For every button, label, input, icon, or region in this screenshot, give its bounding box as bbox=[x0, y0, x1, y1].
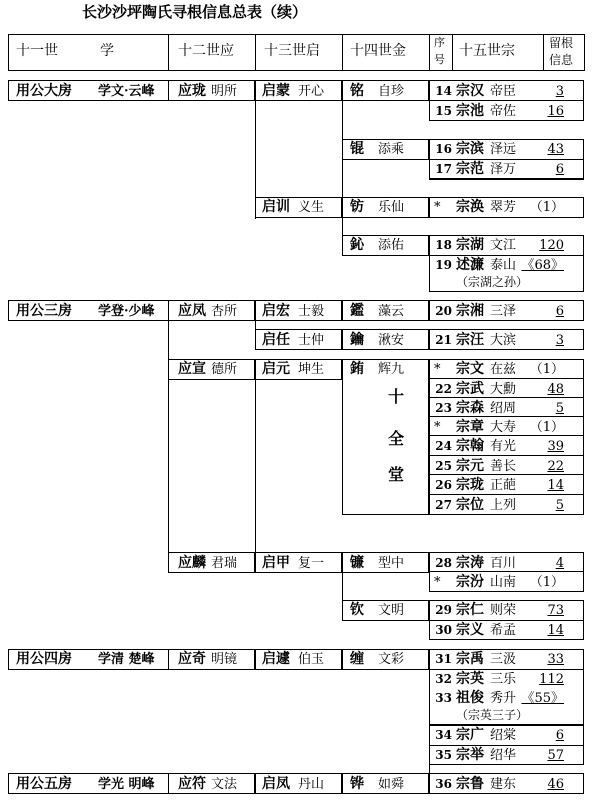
gen13-style: 复一 bbox=[298, 556, 325, 571]
seq-number: 28 bbox=[435, 556, 452, 570]
gen11-name: 学光 明峰 bbox=[98, 777, 155, 792]
root-info: 3 bbox=[555, 333, 564, 348]
gen13-style: 开心 bbox=[298, 84, 325, 99]
gen15-style: 泽万 bbox=[490, 162, 517, 177]
gen13-name: 启甲 bbox=[262, 555, 290, 571]
gen15-style: 善长 bbox=[490, 459, 517, 474]
gen14-name: 铭 bbox=[350, 83, 364, 99]
gen14-style: 添乘 bbox=[378, 142, 405, 157]
gen12-style: 文法 bbox=[211, 777, 238, 792]
gen14-style: 添佑 bbox=[378, 238, 405, 253]
gen14-style: 文明 bbox=[378, 603, 405, 618]
grid-vline-10 bbox=[168, 320, 169, 560]
gen15-style: 帝臣 bbox=[490, 84, 517, 99]
grid-vline-13 bbox=[342, 571, 343, 611]
root-info: 112 bbox=[539, 672, 564, 687]
gen15-name: 宗汾 bbox=[456, 574, 484, 590]
grid-vline-0 bbox=[168, 34, 169, 71]
seq-number: 17 bbox=[435, 162, 452, 176]
root-info: （1） bbox=[529, 420, 564, 435]
grid-vline-11 bbox=[255, 320, 256, 340]
seq-number: 35 bbox=[435, 748, 452, 762]
hall-label-char: 十 bbox=[388, 387, 405, 406]
header-info-1: 留根 bbox=[549, 36, 574, 50]
gen15-name: 宗森 bbox=[456, 400, 484, 416]
root-info: 6 bbox=[555, 728, 564, 743]
gen15-name: 宗义 bbox=[456, 622, 484, 638]
gen13-style: 士仲 bbox=[298, 333, 325, 348]
grid-hline-4 bbox=[429, 255, 584, 256]
root-info: （1） bbox=[529, 575, 564, 590]
grid-vline-12 bbox=[255, 378, 256, 562]
gen15-name: 宗湘 bbox=[456, 303, 484, 319]
gen12-style: 明所 bbox=[211, 84, 238, 99]
gen15-name: 宗滨 bbox=[456, 141, 484, 157]
root-info: 《55》 bbox=[521, 691, 564, 706]
seq-number: * bbox=[434, 362, 441, 377]
gen15-style: 三泽 bbox=[490, 304, 517, 319]
branch-name: 用公三房 bbox=[16, 303, 72, 319]
gen12-name: 应珑 bbox=[178, 83, 206, 99]
gen14-box-7 bbox=[342, 359, 429, 515]
root-info: 73 bbox=[547, 603, 564, 618]
seq-number: 23 bbox=[435, 401, 452, 415]
grid-hline-3 bbox=[429, 217, 584, 218]
gen15-style: 有光 bbox=[490, 439, 517, 454]
seq-number: * bbox=[434, 420, 441, 435]
seq-number: * bbox=[434, 575, 441, 590]
branch-name: 用公五房 bbox=[16, 776, 72, 792]
seq-number: 20 bbox=[435, 304, 452, 318]
gen12-name: 应符 bbox=[178, 776, 206, 792]
gen15-name: 宗湖 bbox=[456, 237, 484, 253]
root-info: 6 bbox=[555, 304, 564, 319]
header-gen15: 十五世宗 bbox=[459, 43, 515, 59]
hall-label-char: 堂 bbox=[388, 465, 405, 484]
gen13-name: 启凤 bbox=[262, 776, 290, 792]
gen15-style: 翠芳 bbox=[490, 200, 517, 215]
gen15-style: 绍棠 bbox=[490, 728, 517, 743]
grid-hline-15 bbox=[429, 620, 584, 621]
header-gen13: 十三世启 bbox=[264, 43, 320, 59]
gen15-name: 述濂 bbox=[456, 257, 484, 273]
branch-name: 用公大房 bbox=[16, 83, 72, 99]
gen14-name: 镰 bbox=[350, 555, 364, 571]
grid-hline-11 bbox=[429, 455, 584, 456]
hall-label-char: 全 bbox=[388, 429, 405, 448]
seq-number: 24 bbox=[435, 439, 452, 453]
gen13-name: 启蒙 bbox=[262, 83, 290, 99]
grid-hline-10 bbox=[429, 435, 584, 436]
gen15-name: 宗汪 bbox=[456, 332, 484, 348]
root-info: 46 bbox=[547, 777, 564, 792]
root-info: 22 bbox=[547, 459, 564, 474]
gen12-name: 应麟 bbox=[178, 555, 206, 571]
gen15-name: 宗汉 bbox=[456, 83, 484, 99]
seq-number: 18 bbox=[435, 238, 452, 252]
gen15-style: 大勳 bbox=[490, 382, 517, 397]
note-text: （宗湖之孙） bbox=[456, 275, 529, 289]
gen15-name: 宗仁 bbox=[456, 602, 484, 618]
seq-number: 31 bbox=[435, 652, 452, 666]
gen12-style: 君瑞 bbox=[211, 556, 238, 571]
grid-vline-14 bbox=[429, 670, 430, 775]
seq-number: 14 bbox=[435, 84, 452, 98]
gen13-style: 坤生 bbox=[298, 362, 325, 377]
gen13-style: 士毅 bbox=[298, 304, 325, 319]
seq-number: 22 bbox=[435, 382, 452, 396]
gen15-name: 祖俊 bbox=[456, 690, 484, 706]
seq-number: 27 bbox=[435, 498, 452, 512]
header-gen14: 十四世金 bbox=[350, 43, 406, 59]
gen13-name: 启任 bbox=[262, 332, 290, 348]
gen15-name: 宗位 bbox=[456, 497, 484, 513]
root-info: 5 bbox=[555, 498, 564, 513]
grid-hline-12 bbox=[429, 474, 584, 475]
seq-number: * bbox=[434, 200, 441, 215]
root-info: 14 bbox=[547, 623, 564, 638]
gen15-name: 宗珑 bbox=[456, 477, 484, 493]
seq-number: 30 bbox=[435, 623, 452, 637]
root-info: 3 bbox=[555, 84, 564, 99]
gen15-name: 宗文 bbox=[456, 361, 484, 377]
gen15-name: 宗武 bbox=[456, 381, 484, 397]
gen15-name: 宗鲁 bbox=[456, 776, 484, 792]
gen15-style: 希孟 bbox=[490, 623, 517, 638]
grid-vline-5 bbox=[543, 34, 544, 71]
note-text: （宗英三子） bbox=[456, 708, 529, 722]
gen14-name: 钫 bbox=[350, 199, 364, 215]
seq-number: 36 bbox=[435, 777, 452, 791]
header-gen11: 十一世 学 bbox=[16, 43, 114, 59]
grid-hline-13 bbox=[429, 494, 584, 495]
seq-number: 34 bbox=[435, 728, 452, 742]
gen15-style: 大滨 bbox=[490, 333, 517, 348]
gen15-style: 帝佐 bbox=[490, 104, 517, 119]
gen14-name: 缠 bbox=[350, 651, 364, 667]
gen12-name: 应凤 bbox=[178, 303, 206, 319]
page-title: 长沙沙坪陶氏寻根信息总表（续） bbox=[82, 3, 308, 21]
seq-number: 29 bbox=[435, 603, 452, 617]
seq-number: 32 bbox=[435, 672, 452, 686]
header-info-2: 信息 bbox=[549, 53, 574, 67]
gen14-style: 自珍 bbox=[378, 84, 405, 99]
gen14-style: 藻云 bbox=[378, 304, 405, 319]
root-info: 《68》 bbox=[521, 258, 564, 273]
header-seq-1: 序 bbox=[434, 36, 445, 49]
gen14-style: 型中 bbox=[378, 556, 405, 571]
gen15-style: 泽远 bbox=[490, 142, 517, 157]
seq-number: 19 bbox=[435, 258, 452, 272]
root-info: （1） bbox=[529, 362, 564, 377]
gen13-style: 义生 bbox=[298, 200, 325, 215]
gen14-name: 鑰 bbox=[350, 332, 364, 348]
gen14-style: 如舜 bbox=[378, 777, 405, 792]
gen15-name: 宗禹 bbox=[456, 651, 484, 667]
seq-number: 33 bbox=[435, 691, 452, 705]
gen13-name: 启宏 bbox=[262, 303, 290, 319]
grid-hline-14 bbox=[429, 571, 584, 572]
gen15-name: 宗池 bbox=[456, 103, 484, 119]
gen13-style: 丹山 bbox=[298, 777, 325, 792]
header-gen12: 十二世应 bbox=[178, 43, 234, 59]
seq-number: 26 bbox=[435, 478, 452, 492]
root-info: （1） bbox=[529, 200, 564, 215]
gen14-style: 辉九 bbox=[378, 362, 405, 377]
grid-hline-6 bbox=[429, 349, 584, 350]
gen15-style: 三乐 bbox=[490, 672, 517, 687]
grid-hline-8 bbox=[429, 397, 584, 398]
gen15-style: 山南 bbox=[490, 575, 517, 590]
branch-name: 用公四房 bbox=[16, 651, 72, 667]
seq-number: 15 bbox=[435, 104, 452, 118]
gen15-style: 在兹 bbox=[490, 362, 517, 377]
grid-hline-5 bbox=[429, 320, 584, 321]
seq-number: 16 bbox=[435, 142, 452, 156]
gen15-style: 秀升 bbox=[490, 691, 517, 706]
gen14-name: 锟 bbox=[350, 141, 364, 157]
grid-vline-9 bbox=[342, 217, 343, 256]
gen15-style: 百川 bbox=[490, 556, 517, 571]
grid-hline-9 bbox=[429, 416, 584, 417]
gen12-style: 德所 bbox=[211, 362, 238, 377]
root-info: 33 bbox=[547, 652, 564, 667]
gen13-name: 启遽 bbox=[262, 651, 290, 667]
gen15-style: 绍周 bbox=[490, 401, 517, 416]
gen15-style: 建东 bbox=[490, 777, 517, 792]
seq-number: 21 bbox=[435, 333, 452, 347]
gen13-name: 启元 bbox=[262, 361, 290, 377]
grid-vline-1 bbox=[255, 34, 256, 71]
root-info: 14 bbox=[547, 478, 564, 493]
gen15-name: 宗涛 bbox=[456, 555, 484, 571]
gen14-name: 銪 bbox=[350, 361, 364, 377]
gen15-style: 三汲 bbox=[490, 652, 517, 667]
gen12-name: 应奇 bbox=[178, 651, 206, 667]
root-info: 39 bbox=[547, 439, 564, 454]
gen13-style: 伯玉 bbox=[298, 652, 325, 667]
grid-vline-3 bbox=[429, 34, 430, 71]
grid-vline-4 bbox=[452, 34, 453, 71]
gen15-name: 宗翰 bbox=[456, 438, 484, 454]
gen12-name: 应宣 bbox=[178, 361, 206, 377]
gen11-name: 学登·少峰 bbox=[98, 304, 155, 319]
root-info: 48 bbox=[547, 382, 564, 397]
gen12-style: 明镜 bbox=[211, 652, 238, 667]
gen15-style: 则荣 bbox=[490, 603, 517, 618]
gen15-name: 宗元 bbox=[456, 458, 484, 474]
gen14-style: 文彩 bbox=[378, 652, 405, 667]
root-info: 5 bbox=[555, 401, 564, 416]
root-info: 43 bbox=[547, 142, 564, 157]
gen14-name: 鈊 bbox=[350, 237, 364, 253]
gen14-name: 钦 bbox=[350, 602, 364, 618]
root-info: 6 bbox=[555, 162, 564, 177]
grid-hline-16 bbox=[429, 745, 584, 746]
root-info: 16 bbox=[547, 104, 564, 119]
gen15-style: 上列 bbox=[490, 498, 517, 513]
gen14-style: 湫安 bbox=[378, 333, 405, 348]
grid-hline-7 bbox=[429, 378, 584, 379]
gen15-style: 正葩 bbox=[490, 478, 517, 493]
gen15-style: 大寿 bbox=[490, 420, 517, 435]
gen11-name: 学文·云峰 bbox=[98, 84, 155, 99]
gen15-name: 宗范 bbox=[456, 161, 484, 177]
seq-number: 25 bbox=[435, 459, 452, 473]
gen15-style: 绍华 bbox=[490, 748, 517, 763]
gen13-name: 启训 bbox=[262, 199, 290, 215]
grid-hline-0 bbox=[429, 100, 584, 101]
gen15-name: 宗涣 bbox=[456, 199, 484, 215]
grid-vline-7 bbox=[342, 100, 343, 159]
gen15-name: 宗章 bbox=[456, 419, 484, 435]
grid-hline-1 bbox=[429, 159, 584, 160]
root-info: 57 bbox=[547, 748, 564, 763]
grid-vline-6 bbox=[255, 100, 256, 219]
gen12-style: 杏所 bbox=[211, 304, 238, 319]
root-info: 4 bbox=[555, 556, 564, 571]
gen14-name: 铧 bbox=[350, 776, 364, 792]
gen11-name: 学清 楚峰 bbox=[98, 652, 155, 667]
gen15-name: 宗广 bbox=[456, 727, 484, 743]
root-info: 120 bbox=[539, 238, 564, 253]
gen15-style: 文江 bbox=[490, 238, 517, 253]
gen15-name: 宗英 bbox=[456, 671, 484, 687]
gen14-name: 鑑 bbox=[350, 303, 364, 319]
gen15-name: 宗举 bbox=[456, 747, 484, 763]
header-seq-2: 号 bbox=[434, 53, 445, 66]
gen14-style: 乐仙 bbox=[378, 200, 405, 215]
grid-vline-2 bbox=[342, 34, 343, 71]
grid-hline-2 bbox=[429, 178, 584, 179]
gen15-style: 泰山 bbox=[490, 258, 517, 273]
